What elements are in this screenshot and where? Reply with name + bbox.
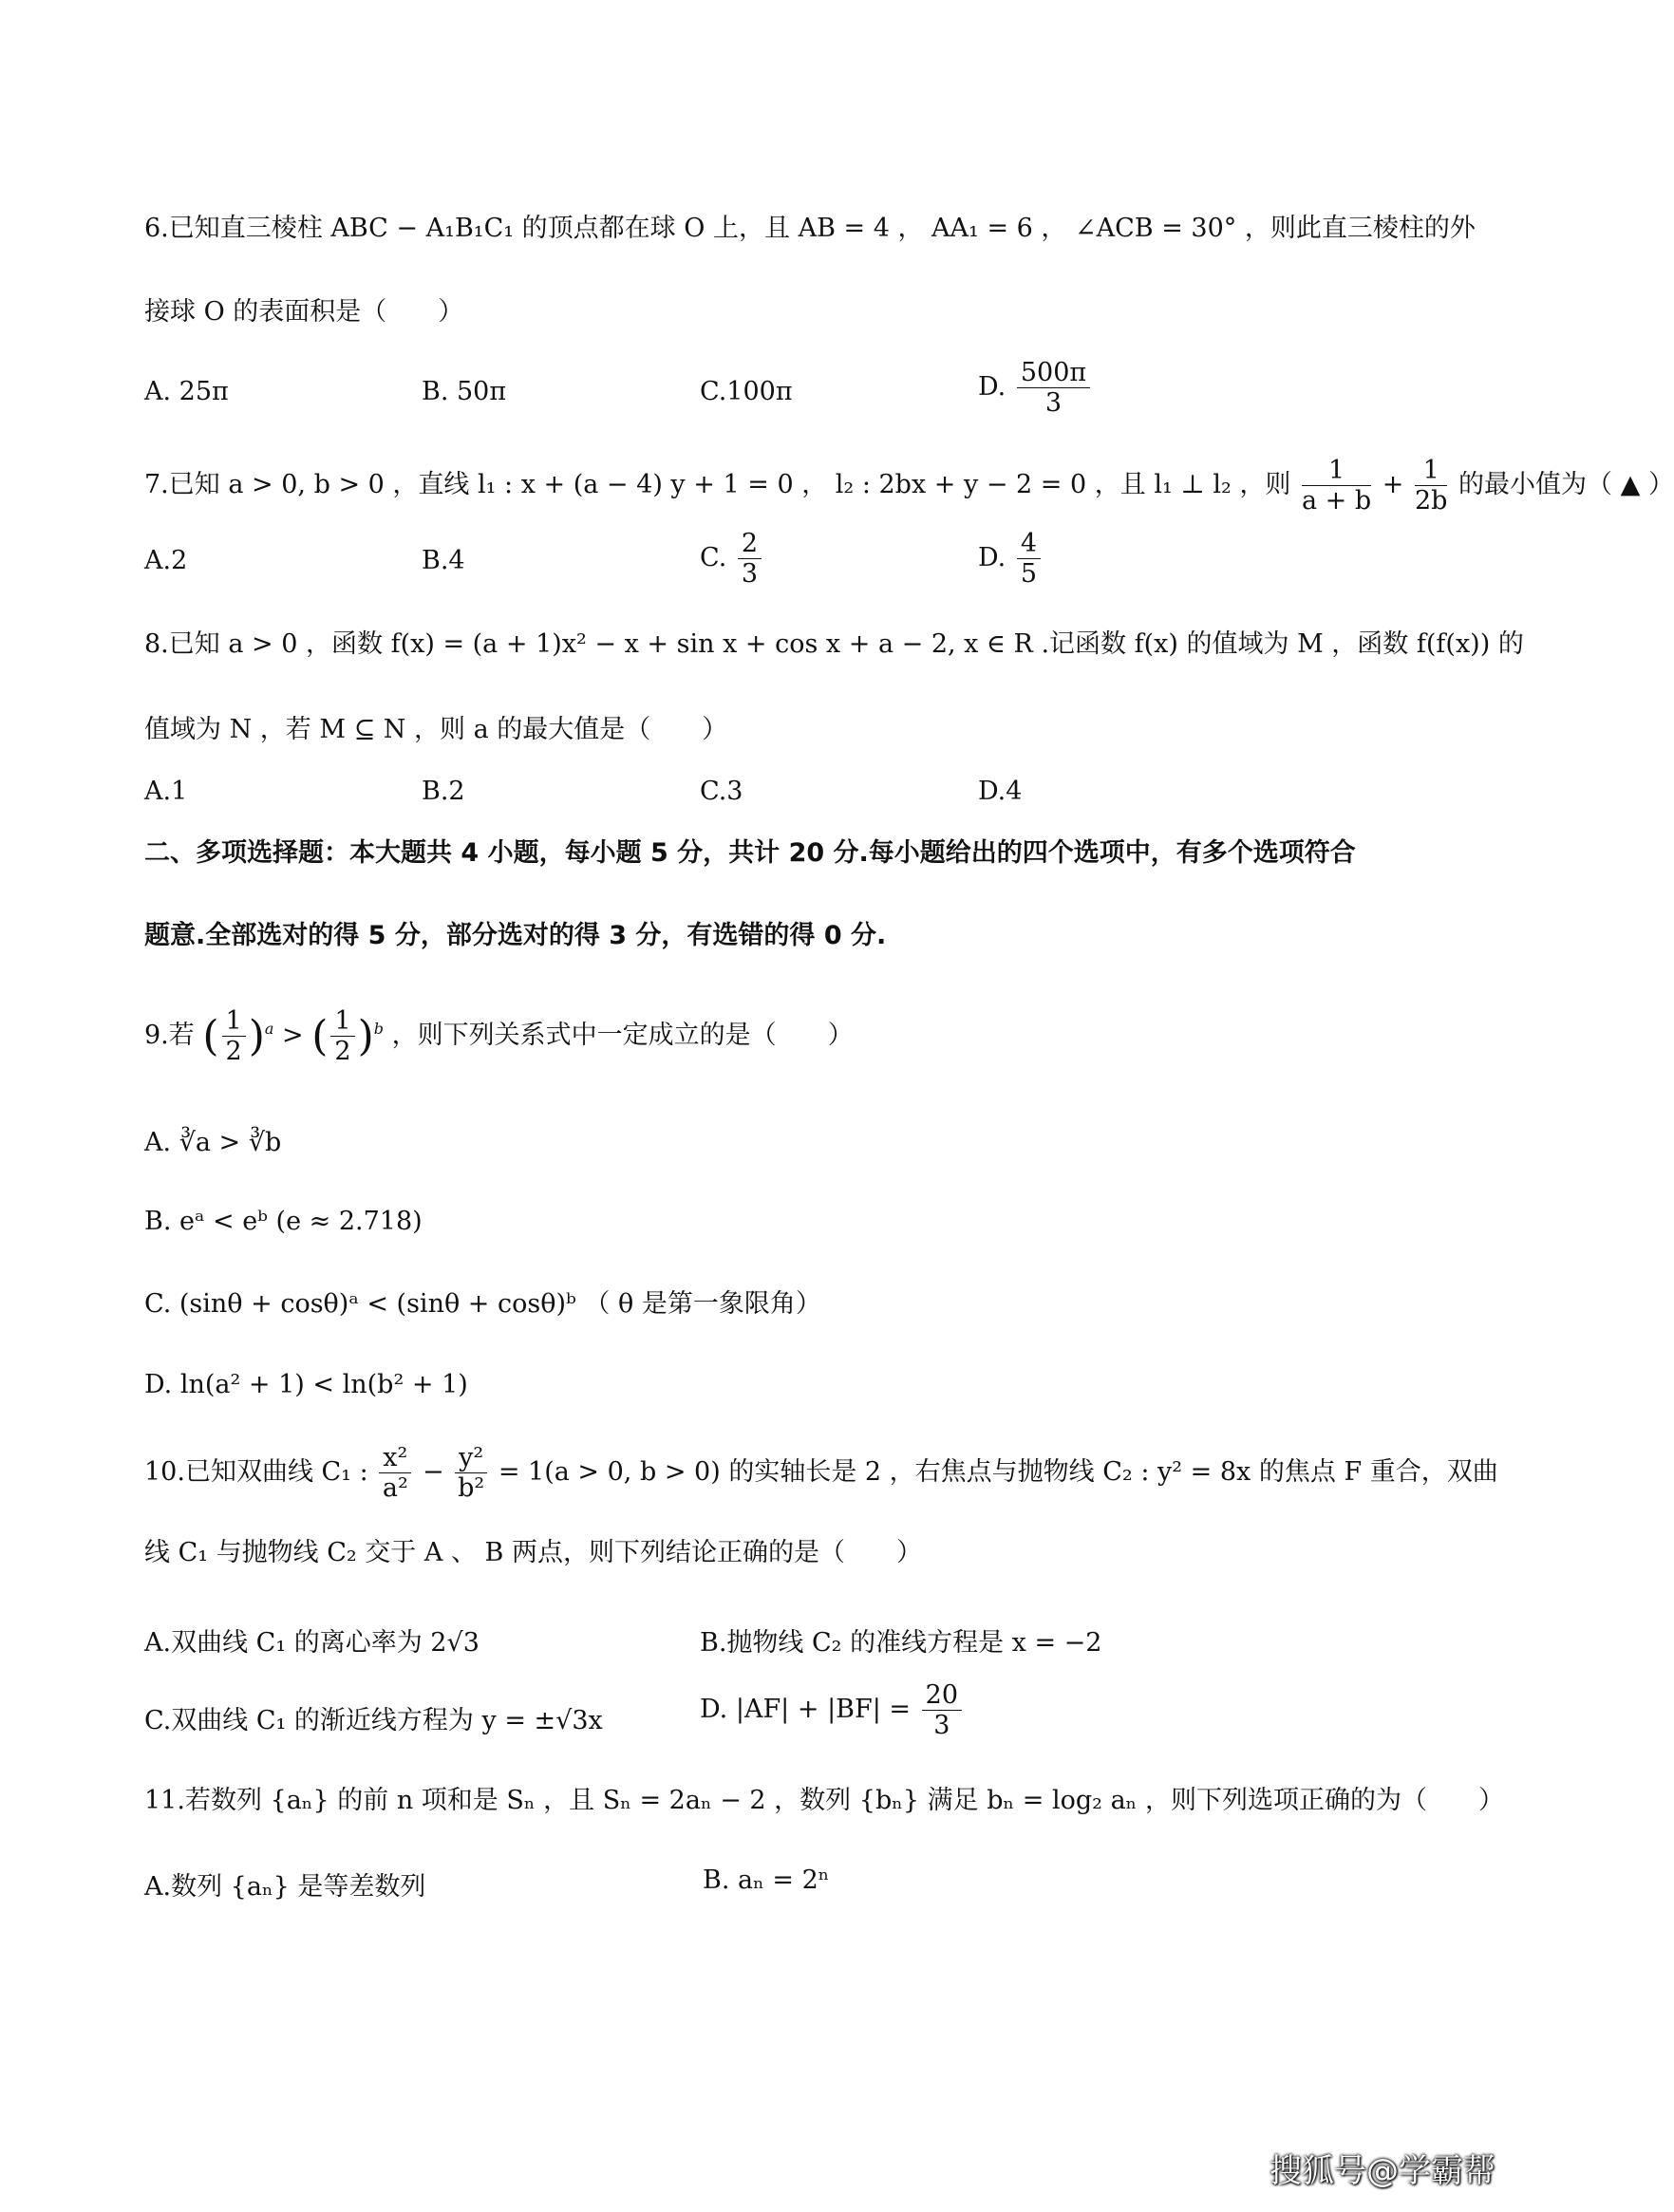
q7-option-c-label: C. [700,543,727,573]
q7-stem [144,456,1674,516]
q7-option-c [700,529,764,589]
q7-option-d-denominator: 5 [1020,559,1038,590]
q9-stem-prefix: 9.若 [144,1021,195,1051]
q10-stem-suffix: = 1(a > 0, b > 0) 的实轴长是 2 ，右焦点与抛物线 C₂ : y² = 8x 的焦点 F 重合，双曲 [498,1457,1498,1488]
q9-option-d: D. ln(a² + 1) < ln(b² + 1) [144,1370,468,1399]
q10-option-d-denominator: 3 [933,1711,950,1741]
q10-fraction-y [455,1443,487,1503]
q6-stem-line1: 6.已知直三棱柱 ABC − A₁B₁C₁ 的顶点都在球 O 上，且 AB = 4 ， AA₁ = 6 ， ∠ACB = 30° ，则此直三棱柱的外 [144,214,1476,243]
q9-fraction-1 [222,1006,246,1066]
q9-fraction-1-denominator: 2 [225,1037,242,1067]
q7-option-c-fraction [738,529,762,589]
q7-option-d-numerator: 4 [1017,529,1041,559]
q6-option-d-numerator: 500π [1017,358,1090,388]
q10-fraction-x [379,1443,411,1503]
q10-option-d [700,1680,965,1740]
q8-option-b: B.2 [422,777,465,806]
q10-minus: − [422,1457,444,1488]
q9-paren-close-1: ) [248,1011,265,1060]
q7-option-c-numerator: 2 [738,529,762,559]
q10-fraction-y-denominator: b² [458,1473,485,1504]
q9-stem-suffix: ，则下列关系式中一定成立的是（ ） [391,1021,854,1051]
q7-option-c-denominator: 3 [741,559,759,590]
q7-fraction-2-numerator: 1 [1415,456,1447,486]
q7-option-a: A.2 [144,546,188,575]
q6-option-b: B. 50π [422,377,507,406]
q9-paren-open-2: ( [311,1011,329,1060]
q9-stem [144,1006,1429,1066]
q10-option-d-fraction [922,1680,962,1740]
q9-paren-open-1: ( [202,1011,219,1060]
section2-heading-line1: 二、多项选择题：本大题共 4 小题，每小题 5 分，共计 20 分.每小题给出的四个选项中，有多个选项符合 [144,838,1356,868]
q7-fraction-1-denominator: a + b [1302,486,1372,516]
q6-option-d-denominator: 3 [1044,388,1063,419]
q8-stem-line2: 值域为 N ，若 M ⊆ N ，则 a 的最大值是（ ） [144,715,728,744]
q8-option-d: D.4 [978,777,1023,806]
q10-stem-line2: 线 C₁ 与抛物线 C₂ 交于 A 、 B 两点，则下列结论正确的是（ ） [144,1538,922,1567]
q8-option-c: C.3 [700,777,743,806]
q9-exponent-b: b [373,1020,385,1039]
q6-stem-line2: 接球 O 的表面积是（ ） [144,297,464,327]
section2-heading-line2: 题意.全部选对的得 5 分，部分选对的得 3 分，有选错的得 0 分. [144,921,887,950]
q10-stem-prefix: 10.已知双曲线 C₁ : [144,1457,368,1488]
q7-option-d-label: D. [978,543,1006,573]
q7-stem-suffix: 的最小值为（ ▲ ） [1458,470,1674,500]
q6-option-c: C.100π [700,377,793,406]
q8-stem-line1: 8.已知 a > 0 ，函数 f(x) = (a + 1)x² − x + sin x + cos x + a − 2, x ∈ R .记函数 f(x) 的值域为 M ，函数 f(f(x)) 的 [144,629,1524,659]
q9-fraction-2-denominator: 2 [334,1037,351,1067]
q8-option-a: A.1 [144,777,188,806]
q10-option-b: B.抛物线 C₂ 的准线方程是 x = −2 [700,1628,1102,1658]
q9-fraction-1-numerator: 1 [222,1006,246,1037]
q6-option-d [978,358,1093,418]
q9-exponent-a: a [264,1020,274,1039]
q10-fraction-x-denominator: a² [382,1473,408,1504]
q10-option-a: A.双曲线 C₁ 的离心率为 2√3 [144,1628,480,1658]
q7-option-d [978,529,1044,589]
q10-fraction-x-numerator: x² [379,1443,411,1473]
q6-option-a: A. 25π [144,377,229,406]
q7-fraction-2-denominator: 2b [1414,486,1448,516]
q7-option-d-fraction [1017,529,1041,589]
q10-option-c: C.双曲线 C₁ 的渐近线方程为 y = ±√3x [144,1706,603,1735]
q10-option-d-numerator: 20 [922,1680,962,1711]
q10-stem-line1 [144,1443,1498,1504]
watermark: 搜狐号@学霸帮 [1270,2152,1495,2190]
q9-option-b: B. eᵃ < eᵇ (e ≈ 2.718) [144,1207,423,1236]
q10-option-d-label: D. |AF| + |BF| = [700,1695,912,1725]
q11-option-b: B. aₙ = 2ⁿ [703,1865,830,1895]
q9-fraction-2 [330,1006,354,1066]
q11-stem: 11.若数列 {aₙ} 的前 n 项和是 Sₙ ，且 Sₙ = 2aₙ − 2 ，数列 {bₙ} 满足 bₙ = log₂ aₙ ，则下列选项正确的为（ ） [144,1786,1504,1815]
q9-paren-close-2: ) [357,1011,374,1060]
q9-gt: > [282,1021,304,1051]
q7-fraction-2 [1415,456,1447,516]
q9-option-c: C. (sinθ + cosθ)ᵃ < (sinθ + cosθ)ᵇ （ θ 是第一象限角） [144,1289,821,1319]
q6-option-d-label: D. [978,372,1006,403]
q6-option-d-fraction [1017,358,1090,418]
q10-fraction-y-numerator: y² [455,1443,487,1473]
q7-fraction-1-numerator: 1 [1302,456,1371,486]
q7-stem-prefix: 7.已知 a > 0, b > 0 ，直线 l₁ : x + (a − 4) y + 1 = 0 ， l₂ : 2bx + y − 2 = 0 ，且 l₁ ⊥ l₂ ，则 [144,470,1291,500]
q7-fraction-1 [1302,456,1371,516]
q7-plus: + [1382,470,1404,500]
q9-fraction-2-numerator: 1 [330,1006,354,1037]
q7-option-b: B.4 [422,546,465,575]
q11-option-a: A.数列 {aₙ} 是等差数列 [144,1872,426,1902]
q9-option-a: A. ∛a > ∛b [144,1128,282,1157]
